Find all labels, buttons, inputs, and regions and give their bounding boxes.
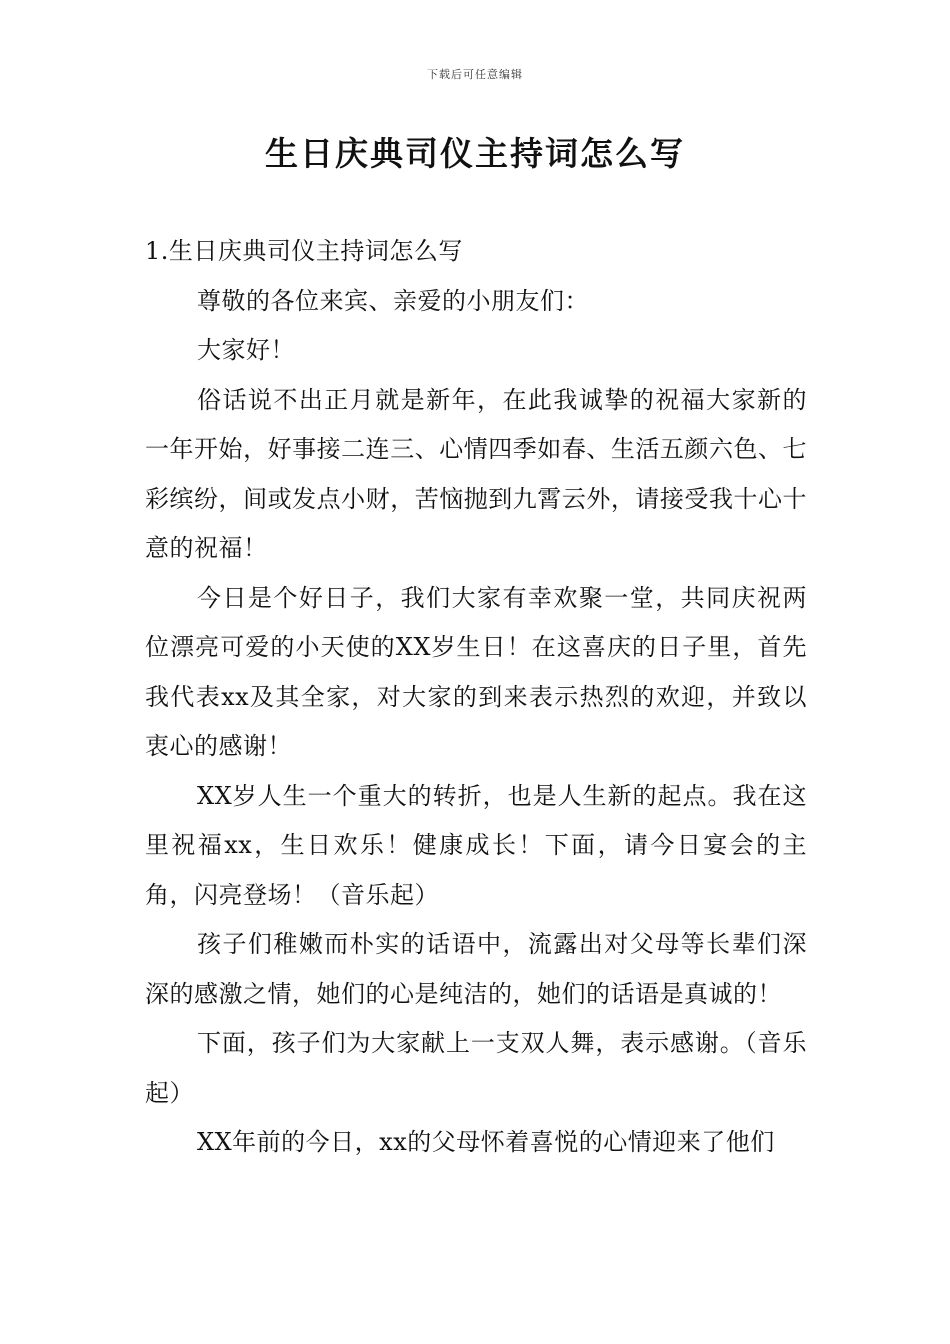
- document-title: 生日庆典司仪主持词怎么写: [265, 134, 685, 173]
- paragraph-new-year: 俗话说不出正月就是新年，在此我诚挚的祝福大家新的一年开始，好事接二连三、心情四季如春、生活五颜六色、七彩缤纷，间或发点小财，苦恼抛到九霄云外，请接受我十心十意的祝福！: [145, 385, 807, 562]
- paragraph-gratitude: 孩子们稚嫩而朴实的话语中，流露出对父母等长辈们深深的感激之情，她们的心是纯洁的，她们的话语是真诚的！: [145, 930, 807, 1008]
- header-note: 下载后可任意编辑: [427, 68, 523, 81]
- greeting: 大家好！: [197, 336, 295, 364]
- section-heading: 1.生日庆典司仪主持词怎么写: [145, 237, 463, 265]
- paragraph-parents: XX年前的今日，xx的父母怀着喜悦的心情迎来了他们: [197, 1128, 775, 1156]
- salutation: 尊敬的各位来宾、亲爱的小朋友们：: [197, 286, 589, 315]
- document-body: [145, 227, 807, 1168]
- paragraph-milestone: XX岁人生一个重大的转折，也是人生新的起点。我在这里祝福xx，生日欢乐！健康成长！下面，请今日宴会的主角，闪亮登场！（音乐起）: [145, 781, 807, 909]
- paragraph-welcome: 今日是个好日子，我们大家有幸欢聚一堂，共同庆祝两位漂亮可爱的小天使的XX岁生日！在这喜庆的日子里，首先我代表xx及其全家，对大家的到来表示热烈的欢迎，并致以衷心的感谢！: [145, 583, 807, 760]
- paragraph-dance: 下面，孩子们为大家献上一支双人舞，表示感谢。（音乐起）: [145, 1029, 807, 1107]
